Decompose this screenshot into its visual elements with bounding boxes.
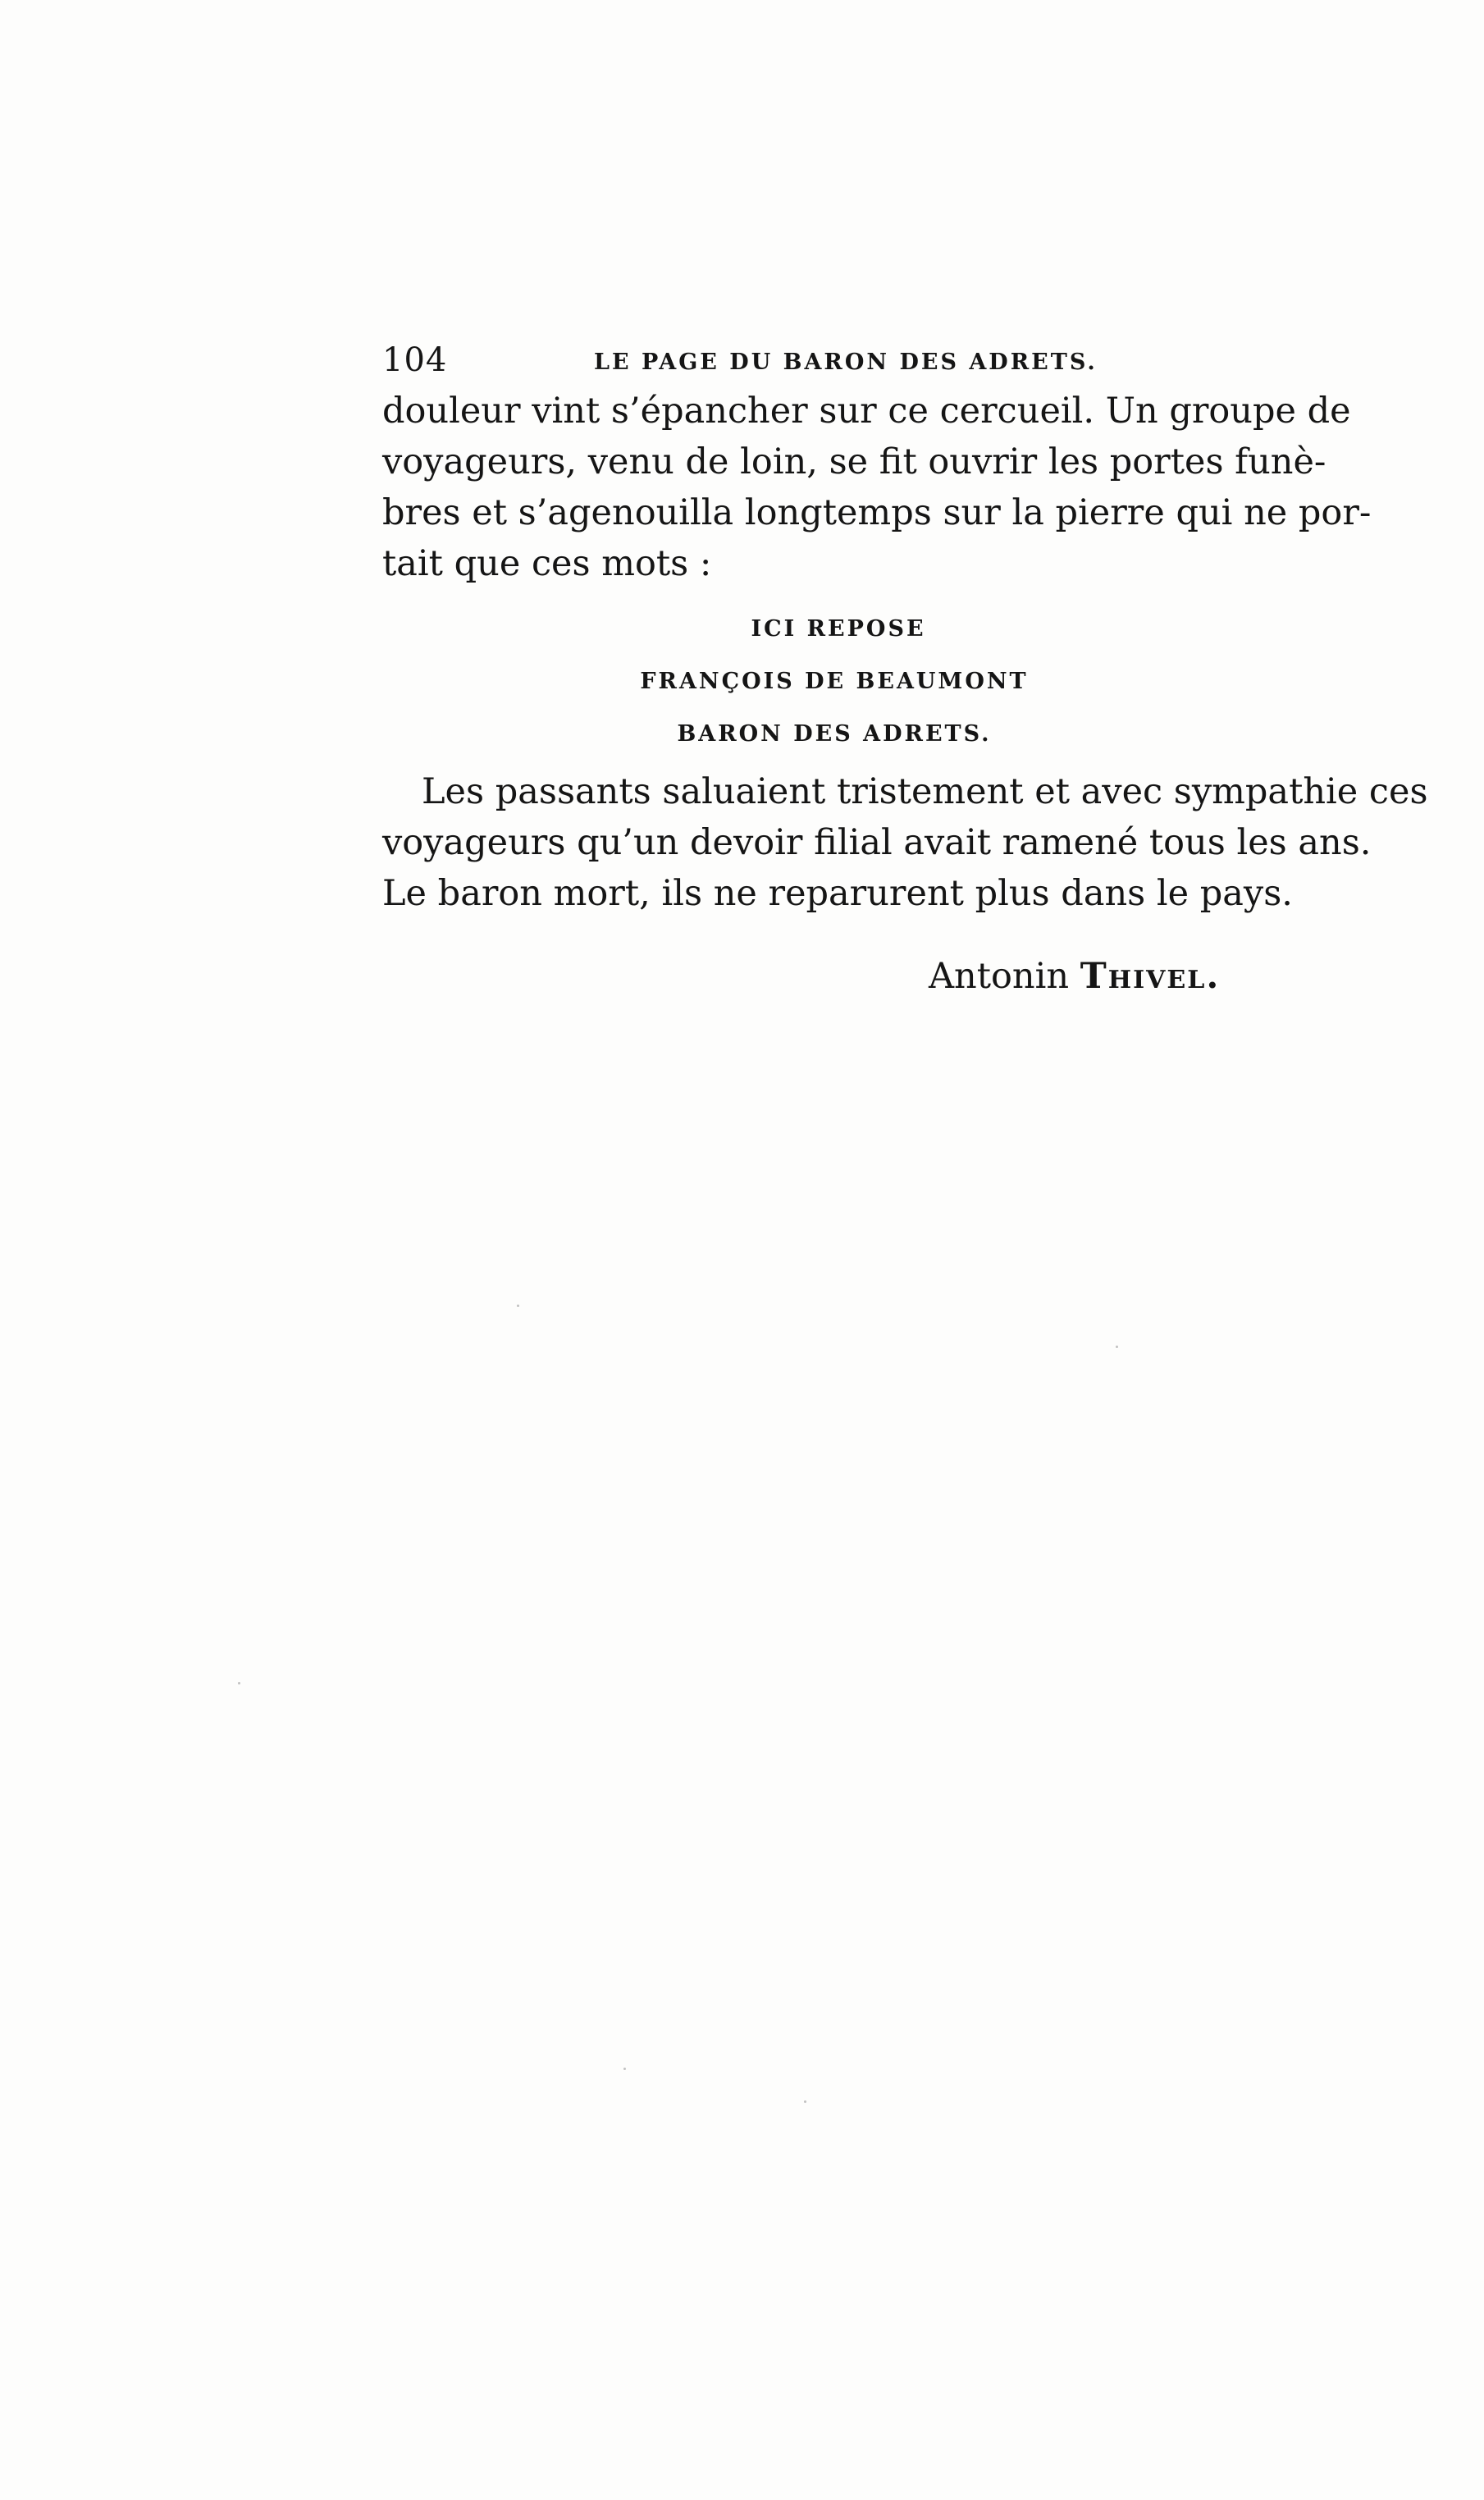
paragraph-1-line: voyageurs, venu de loin, se fit ouvrir les portes funè- xyxy=(382,441,1326,482)
paragraph-1-line: bres et s’agenouilla longtemps sur la pierre qui ne por- xyxy=(382,492,1372,533)
inscription-line: BARON DES ADRETS. xyxy=(677,721,992,747)
running-title: LE PAGE DU BARON DES ADRETS. xyxy=(594,350,1098,375)
tomb-inscription xyxy=(382,603,1270,761)
paragraph-2-line: voyageurs qu’un devoir filial avait ramené tous les ans. xyxy=(382,822,1372,863)
paper-speck xyxy=(623,2068,626,2070)
page-number: 104 xyxy=(382,341,448,379)
paper-speck xyxy=(804,2100,806,2103)
paper-speck xyxy=(517,1305,519,1307)
paper-speck xyxy=(238,1682,240,1684)
author-given-name: Antonin xyxy=(929,956,1070,997)
author-signature xyxy=(929,952,1220,1001)
paper-speck xyxy=(1116,1346,1118,1348)
running-head xyxy=(382,341,1270,384)
paragraph-1 xyxy=(382,386,1372,589)
paragraph-2-line: Le baron mort, ils ne reparurent plus dans le pays. xyxy=(382,873,1293,914)
paragraph-2 xyxy=(382,766,1428,919)
inscription-line: ICI REPOSE xyxy=(751,616,926,642)
inscription-line: FRANÇOIS DE BEAUMONT xyxy=(640,669,1029,694)
author-surname: Thivel. xyxy=(1080,956,1221,997)
paragraph-1-line: tait que ces mots : xyxy=(382,543,712,584)
paragraph-2-line: Les passants saluaient tristement et avec sympathie ces xyxy=(422,771,1428,812)
paragraph-1-line: douleur vint s’épancher sur ce cercueil. Un groupe de xyxy=(382,391,1351,432)
